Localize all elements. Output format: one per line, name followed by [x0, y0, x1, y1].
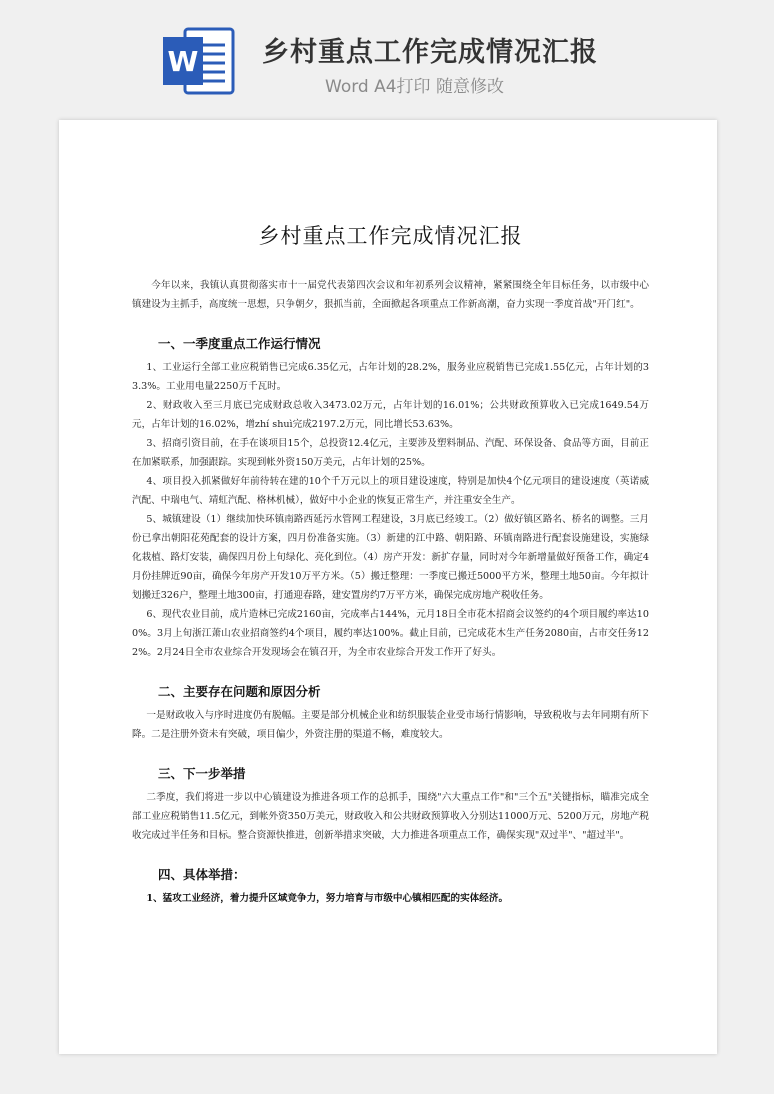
word-icon-letter: W: [167, 45, 199, 78]
section-1-paragraph-4: 4、项目投入抓紧做好年前待转在建的10个千万元以上的项目建设速度，特别是加快4个亿元项目的建设速度（英诺威汽配、中瑞电气、靖虹汽配、格林机械），做好中小企业的恢复正常生产，并注重安全生产。: [132, 476, 649, 506]
section-2-paragraph-1: 一是财政收入与序时进度仍有脱幅。主要是部分机械企业和纺织服装企业受市场行情影响，导致税收与去年同期有所下降。二是注册外资未有突破，项目偏少，外资注册的渠道不畅，难度较大。: [132, 710, 649, 740]
section-1-paragraph-5: 5、城镇建设（1）继续加快环镇南路西延污水管网工程建设，3月底已经竣工。（2）做好镇区路名、桥名的调整。三月份已拿出朝阳花苑配套的设计方案，四月份准备实施。（3）新建的江中路、朝阳路、环镇南路进行配套设施建设，实施绿化栽植、路灯安装，确保四月份上旬绿化、亮化到位。（4）房产开发：新扩存量，同时对今年新增量做好预备工作，确定4月份挂牌近90亩，确保今年房产开发10万平方米。（5）搬迁整理：一季度已搬迁5000平方米，整理土地50亩。今年拟计划搬迁326户，整理土地300亩，打通迎春路，建安置房约7万平方米，确保完成房地产税收任务。: [132, 514, 649, 601]
section-1-paragraph-1: 1、工业运行全部工业应税销售已完成6.35亿元，占年计划的28.2%，服务业应税销售已完成1.55亿元，占年计划的33.3%。工业用电量2250万千瓦时。: [132, 362, 649, 392]
section-heading-4: 四、具体举措：: [158, 867, 246, 882]
section-1-paragraph-2: 2、财政收入至三月底已完成财政总收入3473.02万元，占年计划的16.01%；公共财政预算收入已完成1649.54万元，占年计划的16.02%，增zhí shuì完成2197.2万元，同比增长53.63%。: [132, 400, 649, 430]
header-subtitle: Word A4打印 随意修改: [325, 77, 504, 97]
section-1-paragraph-3: 3、招商引资目前，在手在谈项目15个，总投资12.4亿元，主要涉及塑料制品、汽配、环保设备、食品等方面，目前正在加紧联系，加强跟踪。实现到帐外资150万美元，占年计划的25%。: [132, 438, 649, 468]
section-heading-3: 三、下一步举措: [158, 766, 246, 781]
section-heading-2: 二、主要存在问题和原因分析: [158, 684, 321, 699]
intro-paragraph: 今年以来，我镇认真贯彻落实市十一届党代表第四次会议和年初系列会议精神，紧紧围绕全年目标任务，以市级中心镇建设为主抓手，高度统一思想，只争朝夕，狠抓当前，全面掀起各项重点工作新高潮，奋力实现一季度首战"开门红"。: [132, 280, 649, 310]
document-title: 乡村重点工作完成情况汇报: [258, 224, 523, 248]
section-4-subheading: 1、猛攻工业经济，着力提升区域竞争力，努力培育与市级中心镇相匹配的实体经济。: [146, 893, 509, 904]
section-3-paragraph-1: 二季度，我们将进一步以中心镇建设为推进各项工作的总抓手，围绕"六大重点工作"和"三个五"关键指标，瞄准完成全部工业应税销售11.5亿元，到帐外资350万美元，财政收入和公共财政预算收入分别达11000万元、5200万元，房地产税收完成过半任务和目标。整合资源快推进，创新举措求突破，大力推进各项重点工作，确保实现"双过半"、"超过半"。: [132, 792, 649, 841]
section-1-paragraph-6: 6、现代农业目前，成片造林已完成2160亩，完成率占144%，元月18日全市花木招商会议签约的4个项目履约率达100%。3月上旬浙江萧山农业招商签约4个项目，履约率达100%。截止目前，已完成花木生产任务2080亩，占市交任务122%。2月24日全市农业综合开发现场会在镇召开，为全市农业综合开发工作开了好头。: [132, 609, 649, 658]
header-title: 乡村重点工作完成情况汇报: [262, 37, 598, 68]
section-heading-1: 一、一季度重点工作运行情况: [158, 336, 321, 351]
word-document-icon: [163, 27, 235, 95]
document-page: [59, 120, 717, 1054]
preview-header: [0, 0, 774, 115]
